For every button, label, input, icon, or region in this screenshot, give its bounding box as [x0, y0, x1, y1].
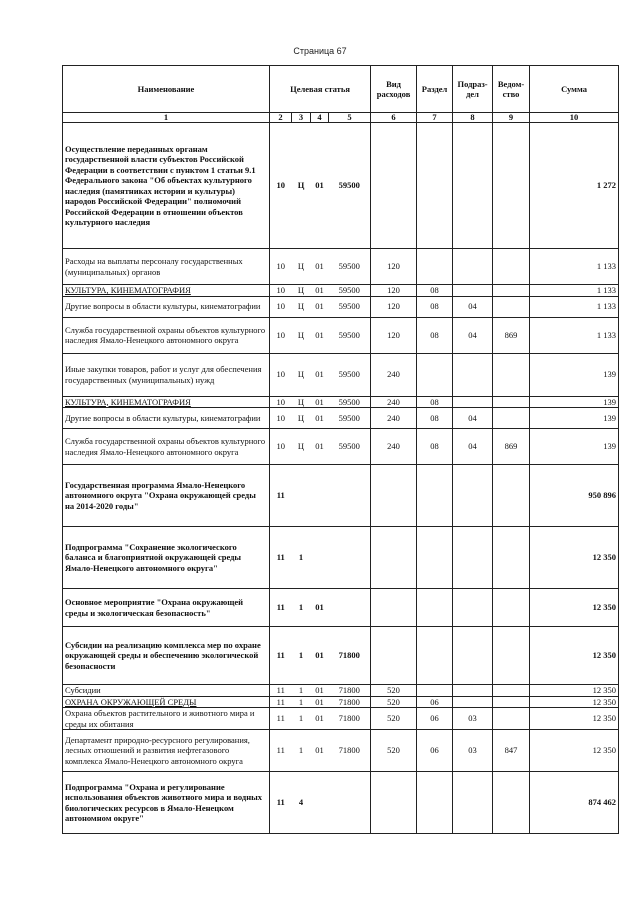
expense-type: 240 — [371, 353, 417, 396]
target-code-direction: 71800 — [329, 685, 371, 697]
target-code-program: 10 — [270, 296, 292, 317]
column-index: 6 — [371, 113, 417, 123]
row-name: КУЛЬТУРА, КИНЕМАТОГРАФИЯ — [63, 285, 270, 297]
header-section: Раздел — [417, 66, 453, 113]
table-row — [63, 353, 619, 396]
target-code-program: 10 — [270, 429, 292, 465]
section-code: 08 — [417, 429, 453, 465]
subsection-code: 03 — [453, 708, 493, 730]
header-name: Наименование — [63, 66, 270, 113]
expense-type: 520 — [371, 730, 417, 772]
subsection-code — [453, 589, 493, 627]
target-code-direction: 59500 — [329, 408, 371, 429]
expense-type: 520 — [371, 696, 417, 708]
row-sum: 950 896 — [530, 465, 619, 527]
expense-type: 240 — [371, 408, 417, 429]
agency-code — [493, 285, 530, 297]
column-index: 1 — [63, 113, 270, 123]
target-code-direction: 59500 — [329, 123, 371, 249]
subsection-code — [453, 123, 493, 249]
target-code-direction: 71800 — [329, 627, 371, 685]
agency-code — [493, 465, 530, 527]
table-row — [63, 465, 619, 527]
target-code-event: 01 — [311, 123, 329, 249]
row-sum: 12 350 — [530, 730, 619, 772]
target-code-event: 01 — [311, 589, 329, 627]
target-code-direction: 71800 — [329, 730, 371, 772]
column-index: 5 — [329, 113, 371, 123]
target-code-subprogram: 1 — [292, 708, 311, 730]
expense-type — [371, 465, 417, 527]
row-name: ОХРАНА ОКРУЖАЮЩЕЙ СРЕДЫ — [63, 696, 270, 708]
section-code — [417, 353, 453, 396]
row-sum: 139 — [530, 396, 619, 408]
table-row — [63, 708, 619, 730]
table-row — [63, 317, 619, 353]
budget-table — [62, 65, 619, 834]
header-sum: Сумма — [530, 66, 619, 113]
row-sum: 1 272 — [530, 123, 619, 249]
target-code-event: 01 — [311, 685, 329, 697]
target-code-subprogram — [292, 465, 311, 527]
target-code-program: 10 — [270, 353, 292, 396]
target-code-event: 01 — [311, 708, 329, 730]
agency-code: 869 — [493, 429, 530, 465]
expense-type: 240 — [371, 396, 417, 408]
agency-code — [493, 708, 530, 730]
row-name: Основное мероприятие "Охрана окружающей среды и экологическая безопасность" — [63, 589, 270, 627]
target-code-direction: 59500 — [329, 353, 371, 396]
row-name: Субсидии — [63, 685, 270, 697]
row-name: Субсидии на реализацию комплекса мер по охране окружающей среды и обеспечению экологической безопасности — [63, 627, 270, 685]
target-code-direction: 59500 — [329, 317, 371, 353]
table-row — [63, 685, 619, 697]
table-row — [63, 285, 619, 297]
expense-type: 120 — [371, 285, 417, 297]
section-code — [417, 249, 453, 285]
header-expense-type: Вид расходов — [371, 66, 417, 113]
target-code-subprogram: Ц — [292, 353, 311, 396]
column-index: 8 — [453, 113, 493, 123]
agency-code — [493, 249, 530, 285]
target-code-subprogram: 1 — [292, 527, 311, 589]
column-index: 10 — [530, 113, 619, 123]
subsection-code — [453, 285, 493, 297]
target-code-direction: 59500 — [329, 429, 371, 465]
target-code-subprogram: 1 — [292, 730, 311, 772]
target-code-program: 11 — [270, 465, 292, 527]
expense-type — [371, 589, 417, 627]
subsection-code — [453, 396, 493, 408]
subsection-code — [453, 249, 493, 285]
column-index-row — [63, 113, 619, 123]
target-code-direction — [329, 527, 371, 589]
row-sum: 12 350 — [530, 708, 619, 730]
row-sum: 1 133 — [530, 249, 619, 285]
section-code: 08 — [417, 285, 453, 297]
target-code-subprogram: Ц — [292, 429, 311, 465]
subsection-code: 04 — [453, 296, 493, 317]
column-index: 7 — [417, 113, 453, 123]
header-subsection: Подраз-дел — [453, 66, 493, 113]
table-row — [63, 696, 619, 708]
target-code-program: 11 — [270, 708, 292, 730]
subsection-code: 04 — [453, 317, 493, 353]
target-code-subprogram: 4 — [292, 772, 311, 834]
agency-code — [493, 589, 530, 627]
target-code-direction — [329, 772, 371, 834]
row-name: Подпрограмма "Охрана и регулирование использования объектов животного мира и водных биологических ресурсов в Ямало-Ненецком автономном округе" — [63, 772, 270, 834]
row-name: Служба государственной охраны объектов культурного наследия Ямало-Ненецкого автономного округа — [63, 429, 270, 465]
agency-code — [493, 772, 530, 834]
target-code-subprogram: 1 — [292, 589, 311, 627]
subsection-code — [453, 527, 493, 589]
subsection-code — [453, 465, 493, 527]
target-code-program: 11 — [270, 696, 292, 708]
subsection-code: 03 — [453, 730, 493, 772]
target-code-program: 11 — [270, 589, 292, 627]
table-row — [63, 408, 619, 429]
expense-type: 120 — [371, 317, 417, 353]
target-code-program: 10 — [270, 123, 292, 249]
row-name: Служба государственной охраны объектов культурного наследия Ямало-Ненецкого автономного округа — [63, 317, 270, 353]
target-code-event: 01 — [311, 696, 329, 708]
expense-type — [371, 123, 417, 249]
target-code-subprogram: Ц — [292, 285, 311, 297]
row-sum: 12 350 — [530, 627, 619, 685]
row-name: Департамент природно-ресурсного регулирования, лесных отношений и развития нефтегазового комплекса Ямало-Ненецкого автономного округа — [63, 730, 270, 772]
agency-code — [493, 685, 530, 697]
subsection-code — [453, 353, 493, 396]
agency-code — [493, 353, 530, 396]
section-code: 06 — [417, 708, 453, 730]
target-code-program: 11 — [270, 527, 292, 589]
target-code-program: 11 — [270, 772, 292, 834]
expense-type: 120 — [371, 296, 417, 317]
section-code — [417, 627, 453, 685]
row-sum: 1 133 — [530, 317, 619, 353]
target-code-event: 01 — [311, 627, 329, 685]
expense-type: 520 — [371, 708, 417, 730]
row-name: Другие вопросы в области культуры, кинематографии — [63, 296, 270, 317]
subsection-code — [453, 627, 493, 685]
target-code-direction: 59500 — [329, 249, 371, 285]
table-row — [63, 123, 619, 249]
target-code-subprogram: Ц — [292, 396, 311, 408]
row-name: Охрана объектов растительного и животного мира и среды их обитания — [63, 708, 270, 730]
target-code-direction: 59500 — [329, 285, 371, 297]
agency-code: 869 — [493, 317, 530, 353]
header-target-article: Целевая статья — [270, 66, 371, 113]
target-code-event: 01 — [311, 429, 329, 465]
target-code-direction — [329, 589, 371, 627]
expense-type: 520 — [371, 685, 417, 697]
row-sum: 139 — [530, 408, 619, 429]
target-code-subprogram: Ц — [292, 249, 311, 285]
section-code: 08 — [417, 317, 453, 353]
table-row — [63, 296, 619, 317]
section-code: 06 — [417, 696, 453, 708]
target-code-subprogram: 1 — [292, 627, 311, 685]
target-code-event — [311, 465, 329, 527]
section-code — [417, 772, 453, 834]
column-index: 4 — [311, 113, 329, 123]
section-code — [417, 527, 453, 589]
section-code — [417, 685, 453, 697]
target-code-program: 11 — [270, 685, 292, 697]
target-code-event: 01 — [311, 408, 329, 429]
expense-type: 120 — [371, 249, 417, 285]
expense-type: 240 — [371, 429, 417, 465]
row-sum: 12 350 — [530, 685, 619, 697]
row-name: Государственная программа Ямало-Ненецкого автономного округа "Охрана окружающей среды на 2014-2020 годы" — [63, 465, 270, 527]
target-code-event: 01 — [311, 730, 329, 772]
target-code-program: 11 — [270, 730, 292, 772]
expense-type — [371, 527, 417, 589]
subsection-code — [453, 685, 493, 697]
subsection-code: 04 — [453, 429, 493, 465]
target-code-event — [311, 772, 329, 834]
target-code-subprogram: Ц — [292, 317, 311, 353]
row-sum: 139 — [530, 429, 619, 465]
table-row — [63, 772, 619, 834]
agency-code — [493, 296, 530, 317]
expense-type — [371, 772, 417, 834]
row-name: Другие вопросы в области культуры, кинематографии — [63, 408, 270, 429]
expense-type — [371, 627, 417, 685]
agency-code — [493, 396, 530, 408]
target-code-direction: 71800 — [329, 696, 371, 708]
row-sum: 1 133 — [530, 296, 619, 317]
target-code-program: 10 — [270, 317, 292, 353]
table-row — [63, 589, 619, 627]
row-sum: 12 350 — [530, 589, 619, 627]
agency-code — [493, 408, 530, 429]
row-sum: 1 133 — [530, 285, 619, 297]
target-code-event: 01 — [311, 285, 329, 297]
column-index: 3 — [292, 113, 311, 123]
row-sum: 874 462 — [530, 772, 619, 834]
row-name: Расходы на выплаты персоналу государственных (муниципальных) органов — [63, 249, 270, 285]
target-code-direction: 59500 — [329, 296, 371, 317]
target-code-direction: 59500 — [329, 396, 371, 408]
section-code: 08 — [417, 408, 453, 429]
target-code-program: 10 — [270, 396, 292, 408]
section-code: 08 — [417, 396, 453, 408]
subsection-code — [453, 696, 493, 708]
section-code: 08 — [417, 296, 453, 317]
target-code-subprogram: 1 — [292, 685, 311, 697]
table-row — [63, 396, 619, 408]
table-row — [63, 527, 619, 589]
target-code-subprogram: Ц — [292, 296, 311, 317]
column-index: 9 — [493, 113, 530, 123]
subsection-code — [453, 772, 493, 834]
row-sum: 12 350 — [530, 696, 619, 708]
row-sum: 139 — [530, 353, 619, 396]
target-code-direction — [329, 465, 371, 527]
section-code: 06 — [417, 730, 453, 772]
section-code — [417, 123, 453, 249]
target-code-event: 01 — [311, 317, 329, 353]
agency-code — [493, 696, 530, 708]
row-name: Иные закупки товаров, работ и услуг для обеспечения государственных (муниципальных) нужд — [63, 353, 270, 396]
agency-code — [493, 527, 530, 589]
target-code-event — [311, 527, 329, 589]
target-code-event: 01 — [311, 353, 329, 396]
target-code-event: 01 — [311, 396, 329, 408]
row-name: Подпрограмма "Сохранение экологического баланса и благоприятной окружающей среды Ямало-Ненецкого автономного округа" — [63, 527, 270, 589]
table-row — [63, 249, 619, 285]
subsection-code: 04 — [453, 408, 493, 429]
agency-code — [493, 627, 530, 685]
table-header-row — [63, 66, 619, 113]
table-body — [63, 123, 619, 834]
table-row — [63, 429, 619, 465]
target-code-event: 01 — [311, 249, 329, 285]
row-name: КУЛЬТУРА, КИНЕМАТОГРАФИЯ — [63, 396, 270, 408]
section-code — [417, 465, 453, 527]
section-code — [417, 589, 453, 627]
page-number-header: Страница 67 — [293, 46, 347, 56]
target-code-program: 11 — [270, 627, 292, 685]
target-code-program: 10 — [270, 285, 292, 297]
target-code-subprogram: Ц — [292, 408, 311, 429]
agency-code — [493, 123, 530, 249]
column-index: 2 — [270, 113, 292, 123]
target-code-program: 10 — [270, 249, 292, 285]
target-code-program: 10 — [270, 408, 292, 429]
row-sum: 12 350 — [530, 527, 619, 589]
table-row — [63, 730, 619, 772]
row-name: Осуществление переданных органам государственной власти субъектов Российской Федерации в соответствии с пунктом 1 статьи 9.1 Федерального закона "Об объектах культурного наследия (памятниках истории и культуры) народов Российской Федерации" полномочий Российской Федерации в отношении объектов культурного наследия — [63, 123, 270, 249]
target-code-subprogram: 1 — [292, 696, 311, 708]
agency-code: 847 — [493, 730, 530, 772]
target-code-direction: 71800 — [329, 708, 371, 730]
header-agency: Ведом-ство — [493, 66, 530, 113]
table-row — [63, 627, 619, 685]
target-code-event: 01 — [311, 296, 329, 317]
target-code-subprogram: Ц — [292, 123, 311, 249]
